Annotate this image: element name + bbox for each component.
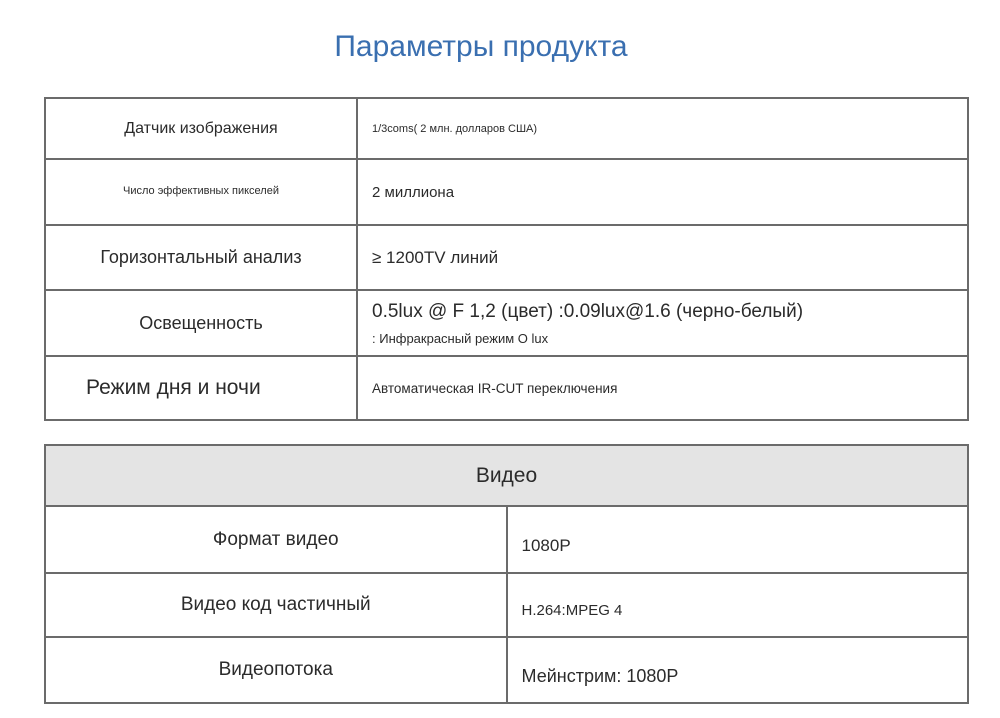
page-title: Параметры продукта — [334, 30, 628, 63]
row-value: H.264:MPEG 4 — [507, 573, 969, 637]
table-row — [45, 637, 968, 703]
row-value: 2 миллиона — [357, 159, 968, 225]
video-header-row — [45, 445, 968, 506]
row-label: Видео код частичный — [45, 573, 507, 637]
row-value: Автоматическая IR-CUT переключения — [357, 356, 968, 420]
row-label: Горизонтальный анализ — [45, 225, 357, 290]
table-row — [45, 225, 968, 290]
illumination-main: 0.5lux @ F 1,2 (цвет) :0.09lux@1.6 (черно-белый) — [372, 300, 804, 322]
table-row — [45, 98, 968, 159]
table-row — [45, 159, 968, 225]
image-spec-table — [44, 97, 969, 421]
row-label: Режим дня и ночи — [45, 356, 357, 420]
row-value: 1080P — [507, 506, 969, 573]
video-section-header: Видео — [45, 445, 968, 506]
table-row — [45, 506, 968, 573]
table-row — [45, 356, 968, 420]
row-value: ≥ 1200TV линий — [357, 225, 968, 290]
row-value: 1/3coms( 2 млн. долларов США) — [357, 98, 968, 159]
table-row — [45, 290, 968, 356]
row-label: Число эффективных пикселей — [45, 159, 357, 225]
row-label: Формат видео — [45, 506, 507, 573]
table-row — [45, 573, 968, 637]
row-label: Освещенность — [45, 290, 357, 356]
row-value: Мейнстрим: 1080P — [507, 637, 969, 703]
row-label: Датчик изображения — [45, 98, 357, 159]
illumination-ir: : Инфракрасный режим O lux — [372, 330, 549, 346]
row-value — [357, 290, 968, 356]
row-label: Видеопотока — [45, 637, 507, 703]
video-spec-table — [44, 444, 969, 704]
